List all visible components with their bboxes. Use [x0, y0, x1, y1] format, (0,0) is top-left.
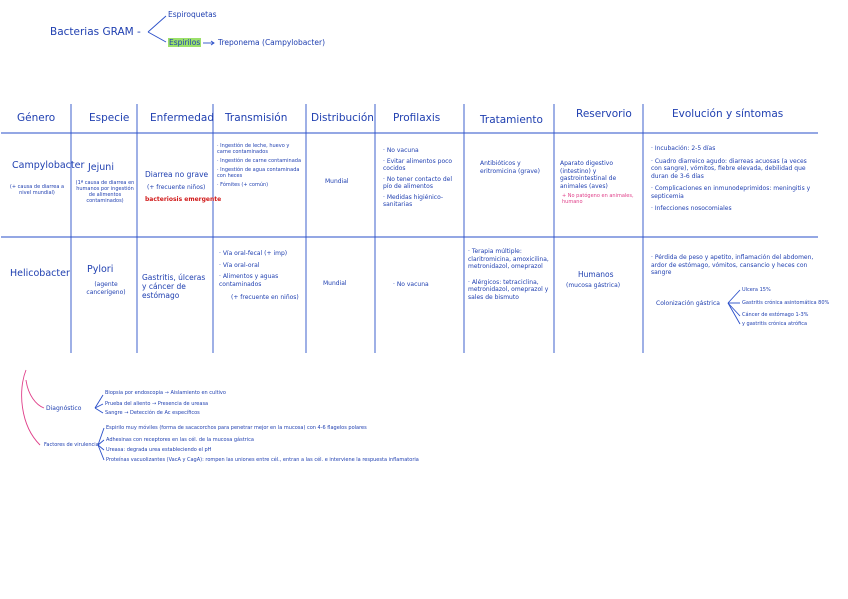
row2-colonizacion: Colonización gástrica — [656, 300, 720, 307]
header-tratamiento: Tratamiento — [480, 114, 543, 126]
map-branch-espirilos: Espirilos — [169, 38, 201, 47]
header-reservorio: Reservorio — [576, 108, 632, 120]
diag-item: Sangre → Detección de Ac específicos — [105, 410, 200, 416]
map-title: Bacterias GRAM - — [50, 26, 141, 38]
row2-reservorio: Humanos — [578, 270, 614, 279]
profilaxis-item: · No vacuna — [383, 147, 419, 154]
row2-sintomas: · Pérdida de peso y apetito, inflamación del abdomen, ardor de estómago, vómitos, cansancio y heces con sangre — [651, 254, 814, 276]
row1-reservorio-note: + No patógeno en animales, humano — [562, 193, 634, 205]
row1-enfermedad-note: (+ frecuente niños) — [147, 184, 206, 191]
profilaxis-item: · Evitar alimentos poco cocidos — [383, 157, 453, 172]
tratamiento-item: · Terapia múltiple: claritromicina, amoxicilina, metronidazol, omeprazol — [468, 248, 549, 270]
row2-reservorio-note: (mucosa gástrica) — [566, 282, 621, 289]
profilaxis-item: · Medidas higiénico-sanitarias — [383, 193, 444, 208]
sintoma-item: · Complicaciones en inmunodeprimidos: meningitis y septicemia — [651, 185, 811, 200]
vir-item: Ureasa: degrada urea estableciendo el pH — [106, 447, 212, 453]
row2-tratamiento — [468, 248, 552, 301]
row2-branch-atrofica: y gastritis crónica atrófica — [742, 321, 808, 327]
row2-distribucion: Mundial — [323, 280, 347, 287]
row2-branch-cancer: Cáncer de estómago 1-3% — [742, 312, 809, 318]
row2-branch-ulcera: Ulcera 15% — [742, 287, 771, 293]
row1-distribucion: Mundial — [325, 178, 349, 185]
row1-sintomas — [651, 145, 817, 213]
row2-profilaxis: · No vacuna — [393, 281, 429, 288]
row2-branch-gastritis: Gastritis crónica asintomática 80% — [742, 300, 830, 306]
row1-especie-note: (1ª causa de diarrea en humanos por ingestión de alimentos contaminados) — [75, 180, 135, 204]
row1-enfermedad: Diarrea no grave — [145, 170, 209, 179]
row1-reservorio: Aparato digestivo (intestino) y gastrointestinal de animales (aves) — [560, 160, 617, 190]
vir-item: Proteínas vacuolizantes (VacA y CagA): rompen las uniones entre cél., entran a las cél. e interviene la respuesta inflamatoria — [106, 457, 419, 463]
diag-item: Biopsia por endoscopia → Aislamiento en cultivo — [105, 390, 226, 396]
row1-profilaxis — [383, 147, 461, 209]
transmision-item: · Ingestión de agua contaminada con heces — [217, 167, 300, 179]
transmision-item: · Fómites (+ común) — [217, 182, 269, 188]
row2-genero: Helicobacter — [10, 268, 70, 279]
virulencia-label: Factores de virulencia — [44, 442, 99, 448]
transmision-item: · Vía oral-fecal (+ imp) — [219, 250, 288, 257]
sintoma-item: · Infecciones nosocomiales — [651, 205, 732, 212]
transmision-item: · Ingestión de leche, huevo y carne contaminados — [217, 143, 290, 155]
row1-genero-note: (+ causa de diarrea a nivel mundial) — [9, 184, 65, 196]
row2-enfermedad: Gastritis, úlceras y cáncer de estómago — [142, 273, 206, 300]
row1-enfermedad-red: bacteriosis emergente — [145, 196, 222, 203]
map-branch-result: Treponema (Campylobacter) — [218, 38, 325, 47]
row1-tratamiento: Antibióticos y eritromicina (grave) — [480, 160, 540, 175]
header-especie: Especie — [89, 112, 130, 124]
transmision-item: · Alimentos y aguas contaminados — [219, 273, 279, 288]
sintoma-item: · Incubación: 2-5 días — [651, 145, 716, 152]
transmision-item: · Vía oral-oral — [219, 261, 260, 269]
header-sintomas: Evolución y síntomas — [672, 108, 784, 120]
diagnostico-label: Diagnóstico — [46, 405, 82, 412]
row1-genero: Campylobacter — [12, 160, 85, 171]
row1-transmision — [217, 143, 303, 188]
vir-item: Adhesinas con receptores en las cél. de la mucosa gástrica — [106, 437, 254, 443]
map-branch-espiroquetas: Espiroquetas — [168, 10, 217, 19]
header-enfermedad: Enfermedad — [150, 112, 215, 124]
tratamiento-item: · Alérgicos: tetraciclina, metronidazol, omeprazol y sales de bismuto — [468, 278, 549, 301]
header-genero: Género — [17, 112, 56, 124]
diag-item: Prueba del aliento → Presencia de ureasa — [105, 401, 209, 407]
header-transmision: Transmisión — [225, 112, 288, 124]
transmision-item: · Ingestión de carne contaminada — [217, 158, 302, 164]
row1-especie: Jejuni — [88, 162, 114, 173]
row2-especie: Pylori — [87, 264, 114, 275]
sintoma-item: · Cuadro diarreico agudo: diarreas acuosas (a veces con sangre), vómitos, fiebre elevada, debilidad que duran de 3-6 días — [651, 157, 807, 180]
row2-especie-note: (agente cancerígeno) — [86, 281, 126, 296]
profilaxis-item: · No tener contacto del pío de alimentos — [383, 175, 452, 190]
header-profilaxis: Profilaxis — [393, 112, 441, 124]
transmision-item: (+ frecuente en niños) — [231, 294, 299, 301]
row2-transmision — [219, 250, 305, 302]
header-distribucion: Distribución — [311, 112, 374, 124]
vir-item: Espirilo muy móviles (forma de sacacorchos para penetrar mejor en la mucosa) con 4-6 flagelos polares — [106, 425, 367, 431]
